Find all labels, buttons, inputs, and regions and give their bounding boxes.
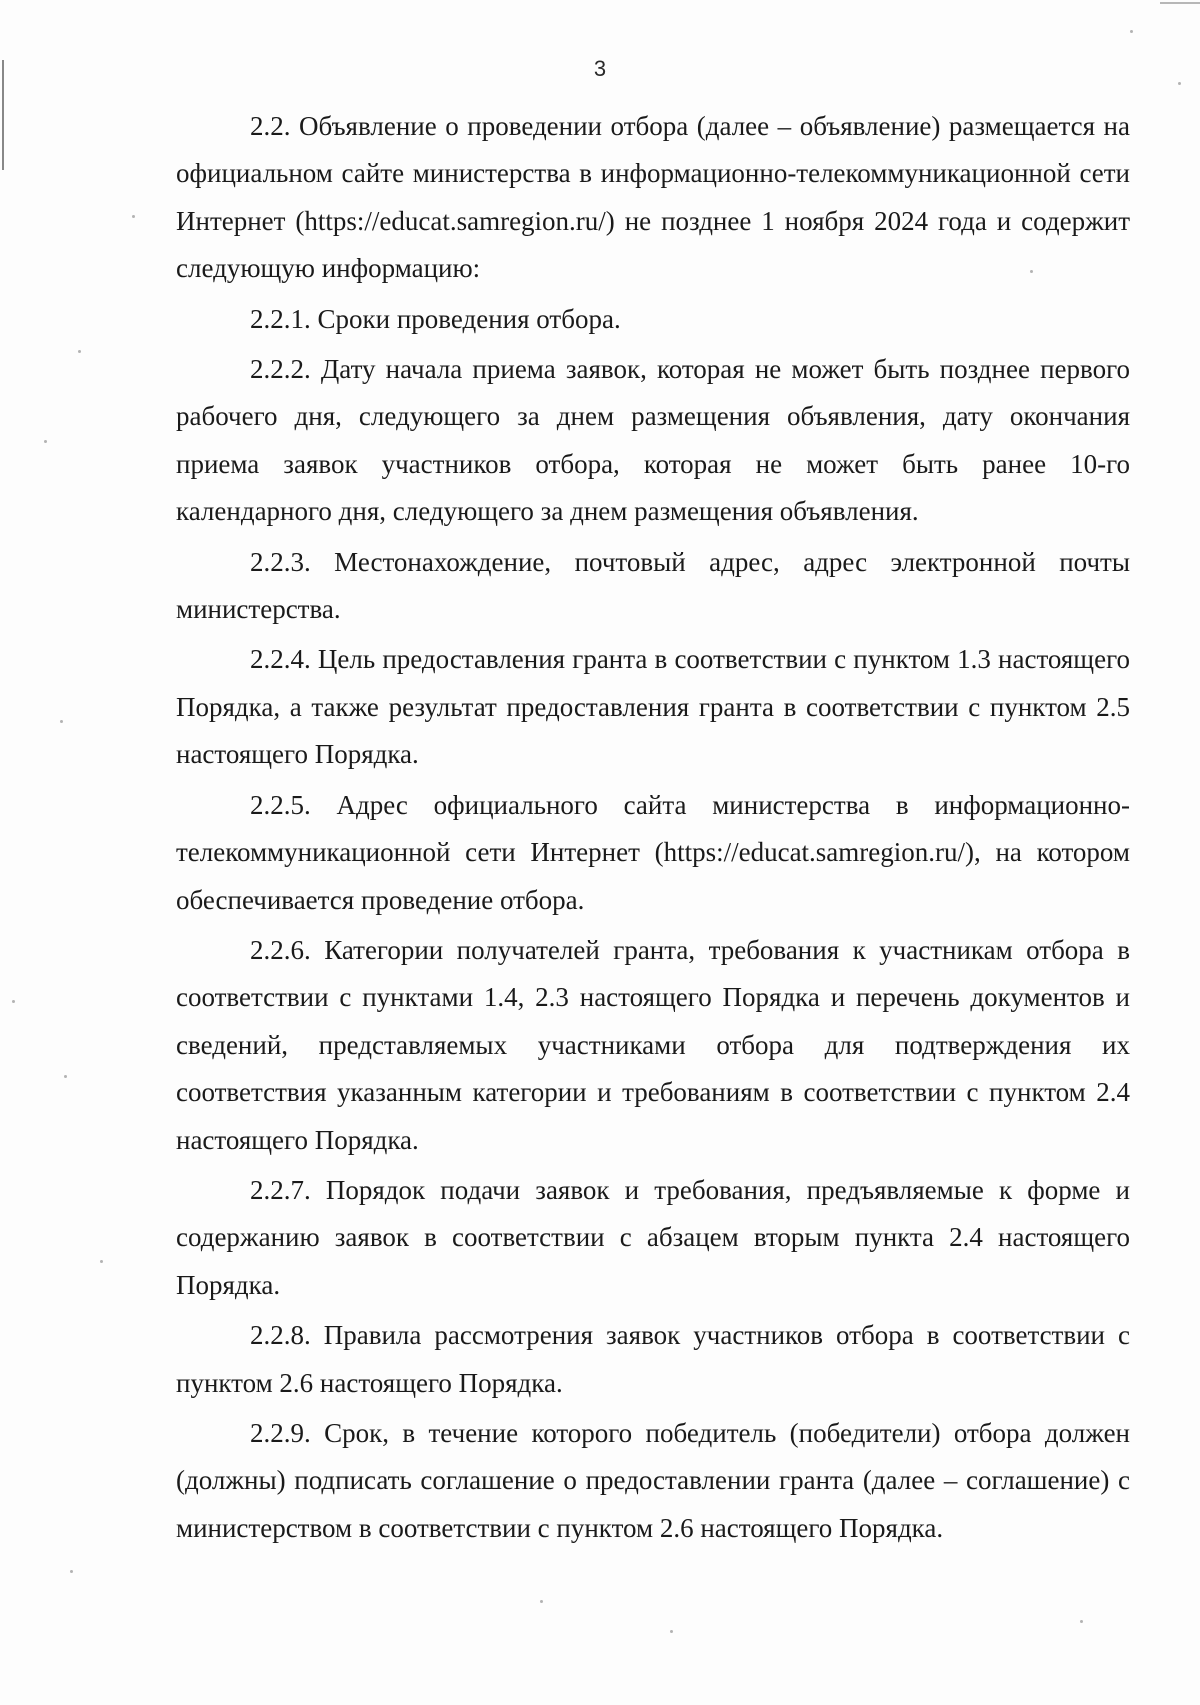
paragraph-2-2-9: 2.2.9. Срок, в течение которого победитель (победители) отбора должен (должны) подписать соглашение о предоставлении гранта (далее – соглашение) с министерством в соответствии с пунктом 2.6 настоящего Порядка. [176, 1417, 1130, 1543]
paragraph-2-2: 2.2. Объявление о проведении отбора (далее – объявление) размещается на официальном сайте министерства в информационно-телекоммуникационной сети Интернет (https://educat.samregion.ru/) не позднее 1 ноября 2024 года и содержит следующую информацию: [176, 111, 1130, 284]
paragraph-2-2-5: 2.2.5. Адрес официального сайта министерства в информационно-телекоммуникационной сети Интернет (https://educat.samregion.ru/), на котором обеспечивается проведение отбора. [176, 789, 1130, 915]
page-number: 3 [593, 56, 607, 81]
scan-speck [12, 1000, 15, 1003]
paragraph-2-2-2: 2.2.2. Дату начала приема заявок, которая не может быть позднее первого рабочего дня, следующего за днем размещения объявления, дату окончания приема заявок участников отбора, которая не может быть ранее 10-го календарного дня, следующего за днем размещения объявления. [176, 354, 1130, 527]
scan-speck [60, 720, 63, 723]
paragraph-2-2-1: 2.2.1. Сроки проведения отбора. [250, 303, 621, 334]
scan-speck [670, 1630, 673, 1633]
paragraph-2-2-8: 2.2.8. Правила рассмотрения заявок участников отбора в соответствии с пунктом 2.6 настоящего Порядка. [176, 1320, 1130, 1398]
scan-speck [1080, 1620, 1083, 1623]
scan-speck [1130, 30, 1133, 33]
scan-speck [540, 1600, 543, 1603]
scan-edge-mark [1160, 2, 1200, 4]
scan-speck [64, 1075, 67, 1078]
paragraph-2-2-3: 2.2.3. Местонахождение, почтовый адрес, адрес электронной почты министерства. [176, 546, 1130, 625]
scan-speck [1178, 82, 1181, 85]
paragraph-2-2-6: 2.2.6. Категории получателей гранта, требования к участникам отбора в соответствии с пунктами 1.4, 2.3 настоящего Порядка и перечень документов и сведений, представляемых участниками отбора для подтверждения их соответствия указанным категории и требованиям в соответствии с пунктом 2.4 настоящего Порядка. [176, 934, 1130, 1155]
scan-speck [78, 350, 81, 353]
scan-speck [44, 440, 47, 443]
document-body [176, 103, 1130, 1552]
scan-speck [132, 215, 135, 218]
scan-speck [100, 1260, 103, 1263]
scan-speck [70, 1570, 73, 1573]
scan-speck [1030, 270, 1033, 273]
paragraph-2-2-4: 2.2.4. Цель предоставления гранта в соответствии с пунктом 1.3 настоящего Порядка, а также результат предоставления гранта в соответствии с пунктом 2.5 настоящего Порядка. [176, 644, 1130, 770]
paragraph-2-2-7: 2.2.7. Порядок подачи заявок и требования, предъявляемые к форме и содержанию заявок в соответствии с абзацем вторым пункта 2.4 настоящего Порядка. [176, 1174, 1130, 1300]
